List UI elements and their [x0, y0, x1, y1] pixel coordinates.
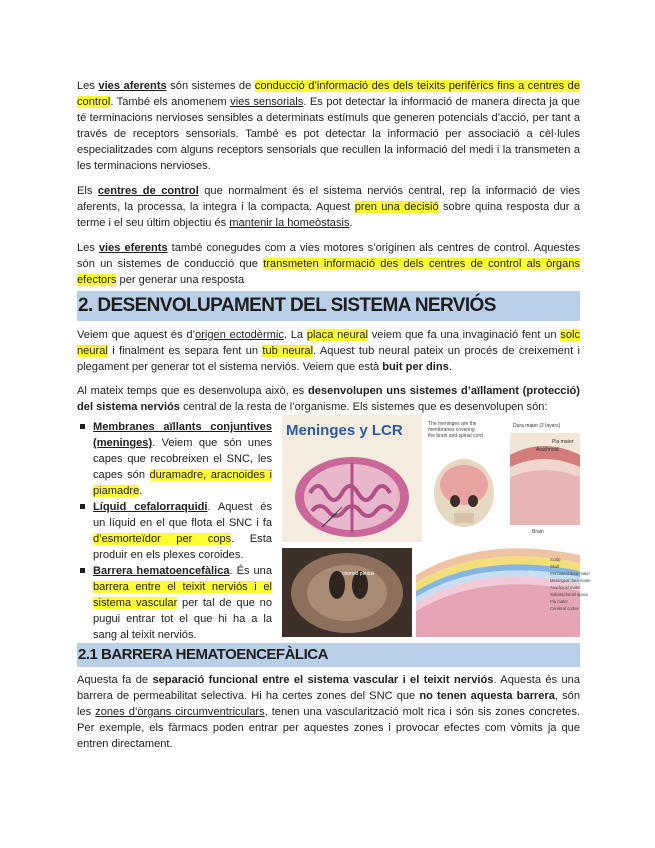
paragraph-isolation-systems: Al mateix temps que es desenvolupa això, es desenvolupen uns sistemes d’aïllament (protecció) del sistema nerviós central de la resta de l’organisme. Els sistemes que es desenvolupen són:: [77, 385, 581, 413]
layer-label: Meningeal dura mater: [550, 578, 591, 583]
dura-label: Dura mater (2 layers): [513, 423, 561, 429]
paragraph-bbb: Aquesta fa de separació funcional entre el sistema vascular i el teixit nerviós. Aquesta és una barrera de permeabilitat selectiva. Hi ha certes zones del SNC que no tenen aquesta barrera, són les zones d’òrgans circumventriculars, tenen una vascularització molt rica i són sis zones concretes. Per exemple, els fàrmacs poden entrar per aquestes zones i provocar efectes com vòmits ja que entren directament.: [77, 674, 580, 750]
meninges-legend: The meninges are the membranes covering the brain and spinal cord: [428, 421, 483, 439]
paragraph-efferent: Les vies eferents també conegudes com a vies motores s’originen als centres de control. Aquestes són un sistemes de conducció que transmeten informació des dels centres de control als òrgans efectors per generar una resposta: [77, 242, 580, 286]
layer-label: Subarachnoid space: [550, 592, 589, 597]
list-item-csf: Líquid cefalorraquidi. Aquest és un líquid en el que flota el SNC i fa d’esmorteïdor per cops. Esta produir en els plexes coroides.: [80, 499, 272, 563]
bullet-icon: [80, 568, 85, 573]
bbb-section: [77, 672, 580, 752]
paragraph-control-centres: Els centres de control que normalment és el sistema nerviós central, rep la informació de vies aferents, la processa, la integra i la compacta. Aquest pren una decisió sobre quina resposta dur a terme i el seu últim objectiu és mantenir la homeòstasis.: [77, 185, 580, 229]
arachnoid-label: Arachnoid: [536, 447, 559, 453]
layer-label: Skull: [550, 564, 560, 569]
bullet-icon: [80, 504, 85, 509]
layer-label: Scalp: [550, 557, 561, 562]
meninges-figure-svg: [282, 415, 591, 637]
choroid-plexus-image: [282, 548, 412, 637]
brain-label: Brain: [532, 529, 544, 535]
list-item-meninges: Membranes aïllants conjuntives (meninges). Veiem que són unes capes que recobreixen el SNC, les capes són duramadre, aracnoides i piamadre.: [80, 419, 272, 499]
figure-title: Meninges y LCR: [286, 422, 403, 439]
skull-meninges-diagram: [426, 415, 580, 542]
choroid-label: choroid plexus: [342, 571, 375, 577]
paragraph-neural-tube: Veiem que aquest és d’origen ectodèrmic. La placa neural veiem que fa una invaginació fent un solc neural i finalment es separa fent un tub neural. Aquest tub neural pateix un procés de creixement i plegament per generar tot el sistema nerviós. Veiem que està buit per dins.: [77, 329, 580, 373]
layer-label: Arachnoid mater: [550, 585, 581, 590]
layer-label: Periosteal dura mater: [550, 571, 591, 576]
development-section: [77, 327, 580, 415]
intro-section: [77, 78, 580, 288]
pia-label: Pia mater: [552, 439, 574, 445]
section-heading-bbb: 2.1 BARRERA HEMATOENCEFÀLICA: [77, 643, 580, 667]
layer-label: Cerebral cortex: [550, 606, 579, 611]
section-heading-development: 2. DESENVOLUPAMENT DEL SISTEMA NERVIÓS: [77, 291, 580, 321]
layer-label: Pia mater: [550, 599, 568, 604]
brain-section-image: [282, 415, 422, 542]
bullet-icon: [80, 424, 85, 429]
meninges-figure: [282, 415, 591, 637]
paragraph-afferent: Les vies aferents són sistemes de conducció d’informació des dels teixits perifèrics fins a centres de control. També els anomenem vies sensorials. Es pot detectar la informació de manera directa ja que té terminacions nervioses sensibles a determinats estímuls que generen potencials d’acció, per tant a través de receptors sensorials. També es pot detectar la informació per associació a cèl·lules especialitzades com alguns receptors sensorials que recullen la informació del medi i la transmeten a les terminacions nervioses.: [77, 80, 581, 172]
protection-systems-list: [80, 419, 272, 643]
list-item-bbb: Barrera hematoencefàlica. És una barrera entre el teixit nerviós i el sistema vascular per tal de que no pugui entrar tot el que hi ha a la sang al teixit nerviós.: [80, 563, 272, 643]
